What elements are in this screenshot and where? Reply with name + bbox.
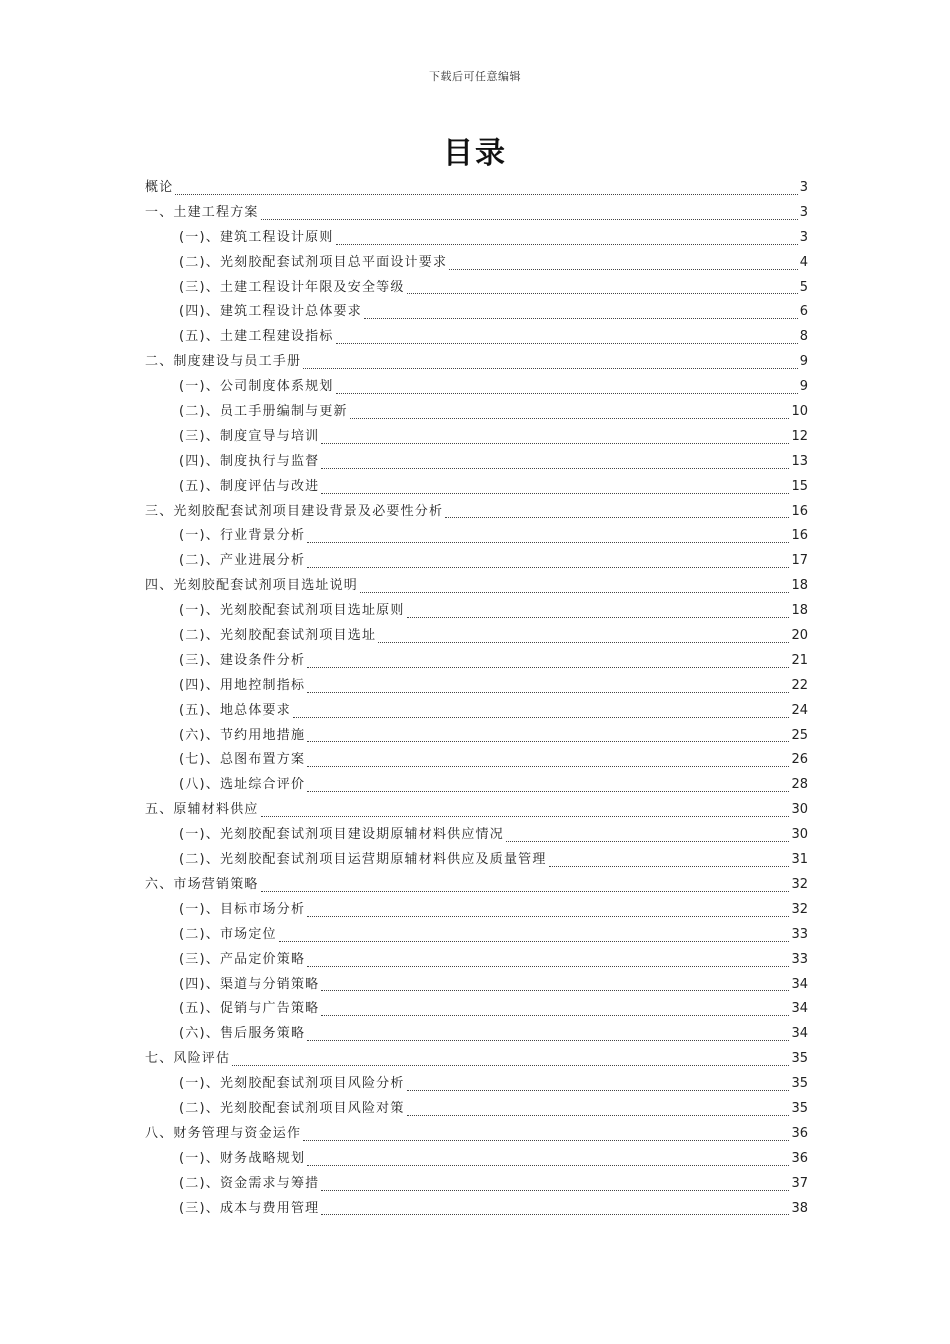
toc-entry-page-number: 18 [791, 578, 808, 594]
toc-leader-dots [321, 493, 789, 494]
toc-entry-label: (五)、地总体要求 [179, 702, 291, 718]
toc-leader-dots [307, 692, 789, 693]
toc-entry-label: (一)、目标市场分析 [179, 901, 306, 917]
toc-entry-page-number: 3 [799, 229, 808, 245]
toc-leader-dots [350, 418, 790, 419]
toc-entry-page-number: 10 [791, 404, 808, 420]
toc-leader-dots [293, 717, 790, 718]
toc-entry-page-number: 35 [791, 1100, 808, 1116]
toc-entry-label: (七)、总图布置方案 [179, 752, 306, 768]
toc-leader-dots [261, 219, 798, 220]
toc-entry-page-number: 32 [791, 876, 808, 892]
toc-entry[interactable] [145, 549, 808, 574]
toc-entry-page-number: 16 [791, 528, 808, 544]
toc-entry-label: (六)、售后服务策略 [179, 1026, 306, 1042]
toc-leader-dots [261, 891, 790, 892]
toc-leader-dots [307, 667, 789, 668]
toc-entry-page-number: 30 [791, 827, 808, 843]
toc-title: 目录 [443, 136, 507, 171]
toc-entry-page-number: 32 [791, 901, 808, 917]
toc-entry-label: (二)、资金需求与筹措 [179, 1175, 320, 1191]
toc-leader-dots [364, 318, 798, 319]
toc-entry-label: (八)、选址综合评价 [179, 777, 306, 793]
toc-entry-label: (二)、光刻胶配套试剂项目风险对策 [179, 1100, 405, 1116]
toc-entry-label: 二、制度建设与员工手册 [145, 354, 302, 370]
header-note: 下载后可任意编辑 [429, 70, 521, 83]
toc-leader-dots [307, 791, 789, 792]
toc-entry[interactable] [145, 1047, 808, 1072]
toc-leader-dots [445, 517, 789, 518]
toc-entry-label: (四)、制度执行与监督 [179, 453, 320, 469]
toc-leader-dots [232, 1065, 789, 1066]
toc-entry[interactable] [145, 176, 808, 201]
toc-leader-dots [321, 1190, 789, 1191]
toc-leader-dots [175, 194, 797, 195]
toc-entry-label: (二)、光刻胶配套试剂项目选址 [179, 628, 377, 644]
toc-entry[interactable] [145, 450, 808, 475]
toc-entry-label: 七、风险评估 [145, 1051, 231, 1067]
toc-entry-page-number: 26 [791, 752, 808, 768]
toc-leader-dots [378, 642, 789, 643]
toc-leader-dots [407, 1115, 790, 1116]
toc-entry-label: (一)、财务战略规划 [179, 1150, 306, 1166]
toc-entry-label: 五、原辅材料供应 [145, 802, 259, 818]
toc-leader-dots [303, 1140, 789, 1141]
toc-entry[interactable] [145, 226, 808, 251]
toc-entry-label: (二)、员工手册编制与更新 [179, 404, 348, 420]
toc-entry-label: (二)、光刻胶配套试剂项目总平面设计要求 [179, 254, 448, 270]
toc-entry-page-number: 33 [791, 951, 808, 967]
toc-leader-dots [449, 269, 798, 270]
toc-entry[interactable] [145, 1097, 808, 1122]
toc-entry[interactable] [145, 300, 808, 325]
toc-entry-page-number: 36 [791, 1150, 808, 1166]
toc-entry-page-number: 35 [791, 1076, 808, 1092]
toc-entry-page-number: 18 [791, 603, 808, 619]
toc-leader-dots [336, 244, 798, 245]
toc-entry-label: (一)、光刻胶配套试剂项目建设期原辅材料供应情况 [179, 827, 504, 843]
toc-entry-label: (一)、光刻胶配套试剂项目风险分析 [179, 1076, 405, 1092]
toc-entry-label: (四)、渠道与分销策略 [179, 976, 320, 992]
toc-leader-dots [336, 393, 798, 394]
toc-entry-page-number: 12 [791, 428, 808, 444]
toc-entry[interactable] [145, 375, 808, 400]
toc-entry-page-number: 35 [791, 1051, 808, 1067]
toc-entry-page-number: 37 [791, 1175, 808, 1191]
toc-leader-dots [336, 343, 798, 344]
toc-entry[interactable] [145, 1022, 808, 1047]
toc-entry[interactable] [145, 973, 808, 998]
toc-entry[interactable] [145, 624, 808, 649]
toc-entry-page-number: 9 [799, 379, 808, 395]
toc-entry-label: 概论 [145, 180, 174, 195]
toc-entry-label: (三)、成本与费用管理 [179, 1200, 320, 1216]
toc-entry[interactable] [145, 276, 808, 301]
toc-entry-label: 四、光刻胶配套试剂项目选址说明 [145, 578, 359, 594]
toc-entry[interactable] [145, 923, 808, 948]
toc-entry[interactable] [145, 1147, 808, 1172]
toc-entry-page-number: 28 [791, 777, 808, 793]
toc-entry[interactable] [145, 1172, 808, 1197]
toc-leader-dots [307, 766, 789, 767]
toc-entry-page-number: 3 [799, 204, 808, 220]
toc-entry-label: (一)、行业背景分析 [179, 528, 306, 544]
toc-leader-dots [279, 941, 790, 942]
toc-leader-dots [307, 741, 789, 742]
toc-leader-dots [307, 966, 789, 967]
toc-entry-page-number: 3 [799, 180, 808, 195]
toc-entry-label: (一)、光刻胶配套试剂项目选址原则 [179, 603, 405, 619]
toc-entry-page-number: 22 [791, 677, 808, 693]
toc-entry-label: (六)、节约用地措施 [179, 727, 306, 743]
toc-entry[interactable] [145, 649, 808, 674]
toc-entry-label: 八、财务管理与资金运作 [145, 1125, 302, 1141]
toc-entry-page-number: 17 [791, 553, 808, 569]
toc-entry-page-number: 24 [791, 702, 808, 718]
toc-leader-dots [261, 816, 790, 817]
toc-leader-dots [506, 841, 790, 842]
toc-entry[interactable] [145, 823, 808, 848]
toc-entry-label: (三)、产品定价策略 [179, 951, 306, 967]
toc-leader-dots [307, 567, 789, 568]
toc-entry-label: (二)、市场定位 [179, 926, 277, 942]
table-of-contents [145, 176, 808, 1221]
toc-entry-page-number: 30 [791, 802, 808, 818]
toc-entry-page-number: 25 [791, 727, 808, 743]
toc-entry[interactable] [145, 898, 808, 923]
toc-entry[interactable] [145, 724, 808, 749]
toc-leader-dots [549, 866, 790, 867]
toc-leader-dots [303, 368, 798, 369]
toc-entry-page-number: 6 [799, 304, 808, 320]
toc-leader-dots [321, 443, 789, 444]
toc-leader-dots [407, 1090, 790, 1091]
toc-entry[interactable] [145, 500, 808, 525]
toc-leader-dots [407, 293, 798, 294]
toc-entry[interactable] [145, 524, 808, 549]
toc-entry-label: (二)、光刻胶配套试剂项目运营期原辅材料供应及质量管理 [179, 852, 547, 868]
toc-entry[interactable] [145, 1197, 808, 1222]
toc-entry-page-number: 5 [799, 279, 808, 295]
toc-entry-label: (四)、用地控制指标 [179, 677, 306, 693]
toc-entry[interactable] [145, 948, 808, 973]
toc-entry[interactable] [145, 773, 808, 798]
toc-leader-dots [307, 542, 789, 543]
toc-entry-page-number: 33 [791, 926, 808, 942]
toc-leader-dots [307, 916, 789, 917]
toc-leader-dots [321, 1214, 789, 1215]
toc-entry[interactable] [145, 325, 808, 350]
toc-entry[interactable] [145, 425, 808, 450]
toc-entry-page-number: 36 [791, 1125, 808, 1141]
toc-leader-dots [407, 617, 790, 618]
toc-entry-page-number: 20 [791, 628, 808, 644]
toc-entry-label: (三)、建设条件分析 [179, 652, 306, 668]
toc-entry-label: (五)、促销与广告策略 [179, 1001, 320, 1017]
toc-leader-dots [321, 990, 789, 991]
toc-entry-label: 六、市场营销策略 [145, 876, 259, 892]
toc-entry-page-number: 34 [791, 1001, 808, 1017]
toc-entry-label: (一)、建筑工程设计原则 [179, 229, 334, 245]
toc-entry[interactable] [145, 599, 808, 624]
toc-entry[interactable] [145, 1072, 808, 1097]
toc-entry[interactable] [145, 748, 808, 773]
toc-entry-label: (四)、建筑工程设计总体要求 [179, 304, 362, 320]
toc-leader-dots [307, 1040, 789, 1041]
toc-entry-label: (三)、土建工程设计年限及安全等级 [179, 279, 405, 295]
toc-entry-page-number: 4 [799, 254, 808, 270]
toc-entry[interactable] [145, 1122, 808, 1147]
toc-entry-label: (三)、制度宣导与培训 [179, 428, 320, 444]
toc-leader-dots [321, 1015, 789, 1016]
toc-entry-page-number: 16 [791, 503, 808, 519]
toc-entry-label: (五)、土建工程建设指标 [179, 329, 334, 345]
toc-entry-label: 一、土建工程方案 [145, 204, 259, 220]
toc-entry-label: (一)、公司制度体系规划 [179, 379, 334, 395]
toc-entry-page-number: 21 [791, 652, 808, 668]
toc-leader-dots [360, 592, 789, 593]
toc-entry-page-number: 15 [791, 478, 808, 494]
toc-entry-page-number: 38 [791, 1200, 808, 1216]
toc-leader-dots [321, 468, 789, 469]
toc-entry-page-number: 34 [791, 1026, 808, 1042]
toc-entry[interactable] [145, 674, 808, 699]
toc-entry-page-number: 31 [791, 852, 808, 868]
toc-entry[interactable] [145, 201, 808, 226]
toc-entry-page-number: 34 [791, 976, 808, 992]
toc-entry[interactable] [145, 798, 808, 823]
toc-entry-label: 三、光刻胶配套试剂项目建设背景及必要性分析 [145, 503, 444, 519]
toc-entry[interactable] [145, 251, 808, 276]
toc-entry-label: (二)、产业进展分析 [179, 553, 306, 569]
toc-entry[interactable] [145, 400, 808, 425]
toc-entry[interactable] [145, 873, 808, 898]
toc-entry[interactable] [145, 699, 808, 724]
toc-entry-label: (五)、制度评估与改进 [179, 478, 320, 494]
toc-entry-page-number: 8 [799, 329, 808, 345]
toc-entry[interactable] [145, 848, 808, 873]
toc-entry[interactable] [145, 997, 808, 1022]
toc-entry[interactable] [145, 574, 808, 599]
toc-entry[interactable] [145, 350, 808, 375]
toc-entry-page-number: 9 [799, 354, 808, 370]
toc-leader-dots [307, 1165, 789, 1166]
toc-entry-page-number: 13 [791, 453, 808, 469]
toc-entry[interactable] [145, 475, 808, 500]
